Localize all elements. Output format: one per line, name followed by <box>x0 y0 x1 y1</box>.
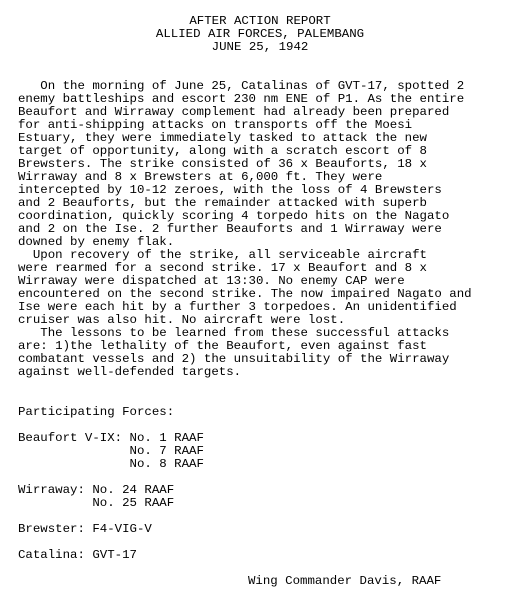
body-line: Upon recovery of the strike, all serviceable aircraft <box>18 248 427 262</box>
report-body <box>18 80 518 379</box>
report-date: JUNE 25, 1942 <box>211 40 309 54</box>
forces-heading: Participating Forces: <box>18 405 175 419</box>
catalina-units: Catalina: GVT-17 <box>18 548 137 562</box>
body-line: Beaufort and Wirraway complement had already been prepared <box>18 105 450 119</box>
body-line: On the morning of June 25, Catalinas of GVT-17, spotted 2 <box>18 79 465 93</box>
body-line: Brewsters. The strike consisted of 36 x Beauforts, 18 x <box>18 157 427 171</box>
body-line: Wirraway were dispatched at 13:30. No enemy CAP were <box>18 274 405 288</box>
participating-forces <box>18 406 518 562</box>
body-line: The lessons to be learned from these successful attacks <box>18 326 450 340</box>
body-line: were rearmed for a second strike. 17 x Beaufort and 8 x <box>18 261 427 275</box>
body-line: and 2 Beauforts, but the remainder attacked with superb <box>18 196 427 210</box>
report-title: AFTER ACTION REPORT <box>189 14 331 28</box>
body-line: are: 1)the lethality of the Beaufort, even against fast <box>18 339 427 353</box>
body-line: Estuary, they were immediately tasked to attack the new <box>18 131 427 145</box>
signature: Wing Commander Davis, RAAF <box>248 574 442 588</box>
body-line: enemy battleships and escort 230 nm ENE of P1. As the entire <box>18 92 465 106</box>
body-line: cruiser was also hit. No aircraft were lost. <box>18 313 346 327</box>
wirraway-units: No. 25 RAAF <box>18 496 175 510</box>
beaufort-units: No. 7 RAAF <box>18 444 204 458</box>
wirraway-units: Wirraway: No. 24 RAAF <box>18 483 175 497</box>
body-line: Wirraway and 8 x Brewsters at 6,000 ft. They were <box>18 170 383 184</box>
beaufort-units: Beaufort V-IX: No. 1 RAAF <box>18 431 204 445</box>
body-line: combatant vessels and 2) the unsuitability of the Wirraway <box>18 352 450 366</box>
brewster-units: Brewster: F4-VIG-V <box>18 522 152 536</box>
report-header <box>0 15 520 54</box>
report-organization: ALLIED AIR FORCES, PALEMBANG <box>155 27 365 41</box>
body-line: encountered on the second strike. The now impaired Nagato and <box>18 287 472 301</box>
body-line: for anti-shipping attacks on transports off the Moesi <box>18 118 413 132</box>
body-line: and 2 on the Ise. 2 further Beauforts and 1 Wirraway were <box>18 222 442 236</box>
body-line: coordination, quickly scoring 4 torpedo hits on the Nagato <box>18 209 450 223</box>
body-line: intercepted by 10-12 zeroes, with the loss of 4 Brewsters <box>18 183 442 197</box>
body-line: against well-defended targets. <box>18 365 242 379</box>
body-line: target of opportunity, along with a scratch escort of 8 <box>18 144 427 158</box>
body-line: downed by enemy flak. <box>18 235 175 249</box>
beaufort-units: No. 8 RAAF <box>18 457 204 471</box>
body-line: Ise were each hit by a further 3 torpedoes. An unidentified <box>18 300 457 314</box>
